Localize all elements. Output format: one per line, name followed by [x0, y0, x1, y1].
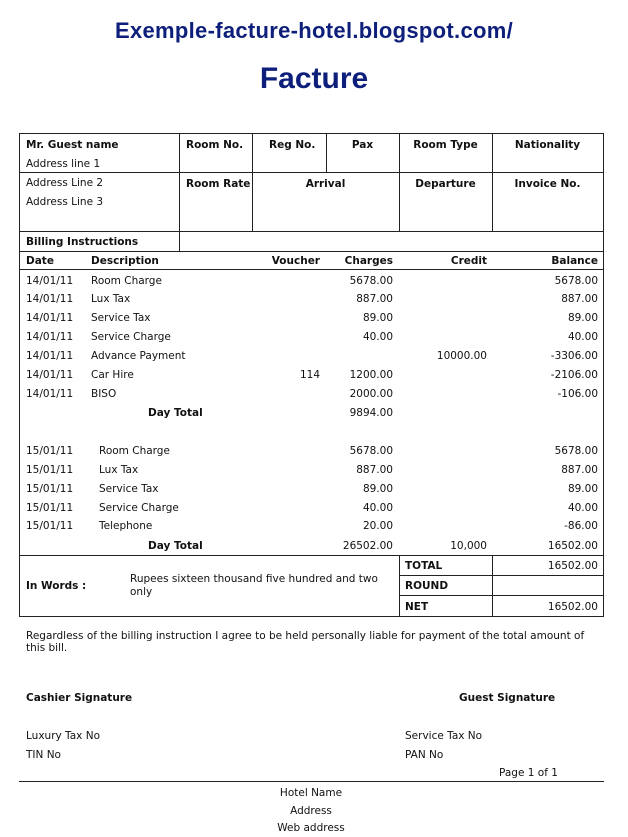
departure-label: Departure	[415, 178, 476, 190]
hotel-name: Hotel Name	[279, 787, 343, 799]
row-balance: 5678.00	[554, 445, 598, 457]
col-credit: Credit	[450, 255, 487, 267]
tin-no: TIN No	[26, 749, 61, 761]
room-rate-label: Room Rate	[186, 178, 251, 190]
row-balance: -3306.00	[550, 350, 598, 362]
row-charges: 89.00	[362, 483, 393, 495]
row-description: Room Charge	[91, 275, 162, 287]
nationality-label: Nationality	[514, 139, 581, 151]
row-description: Lux Tax	[91, 293, 131, 305]
guest-name: Mr. Guest name	[26, 139, 119, 151]
billing-instructions-label: Billing Instructions	[26, 236, 139, 248]
row-description: Telephone	[99, 520, 153, 532]
web-address: Web address	[277, 822, 345, 834]
row-date: 14/01/11	[26, 388, 74, 400]
row-description: Service Charge	[91, 331, 171, 343]
row-date: 14/01/11	[26, 369, 74, 381]
col-balance: Balance	[551, 255, 598, 267]
row-balance: 887.00	[561, 464, 598, 476]
row-charges: 887.00	[356, 293, 393, 305]
row-balance: -86.00	[564, 520, 598, 532]
day2-total-charges: 26502.00	[342, 540, 393, 552]
row-charges: 1200.00	[349, 369, 393, 381]
row-balance: 40.00	[567, 331, 598, 343]
footer-divider	[19, 781, 604, 782]
row-description: Service Tax	[91, 312, 151, 324]
day1-total-label: Day Total	[148, 407, 203, 419]
service-tax-no: Service Tax No	[405, 730, 483, 742]
row-balance: 89.00	[567, 312, 598, 324]
round-label: ROUND	[405, 580, 449, 592]
day2-total-balance: 16502.00	[547, 540, 598, 552]
row-credit: 10000.00	[436, 350, 487, 362]
row-date: 14/01/11	[26, 293, 74, 305]
row-description: Car Hire	[91, 369, 134, 381]
row-charges: 20.00	[362, 520, 393, 532]
reg-no-label: Reg No.	[269, 139, 316, 151]
col-description: Description	[91, 255, 159, 267]
day1-total-charges: 9894.00	[349, 407, 393, 419]
col-voucher: Voucher	[271, 255, 320, 267]
row-charges: 89.00	[362, 312, 393, 324]
row-balance: -2106.00	[550, 369, 598, 381]
row-charges: 887.00	[356, 464, 393, 476]
row-charges: 5678.00	[349, 445, 393, 457]
row-date: 15/01/11	[26, 445, 74, 457]
row-balance: 5678.00	[554, 275, 598, 287]
row-charges: 5678.00	[349, 275, 393, 287]
row-balance: -106.00	[557, 388, 598, 400]
hotel-address: Address	[290, 805, 332, 817]
row-date: 14/01/11	[26, 350, 74, 362]
arrival-label: Arrival	[305, 178, 346, 190]
row-description: Service Charge	[99, 502, 179, 514]
row-balance: 89.00	[567, 483, 598, 495]
guest-signature: Guest Signature	[459, 692, 556, 704]
invoice-no-label: Invoice No.	[514, 178, 581, 190]
row-description: Lux Tax	[99, 464, 139, 476]
row-date: 15/01/11	[26, 520, 74, 532]
luxury-tax-no: Luxury Tax No	[26, 730, 100, 742]
row-balance: 40.00	[567, 502, 598, 514]
day2-total-label: Day Total	[148, 540, 203, 552]
row-date: 14/01/11	[26, 312, 74, 324]
net-value: 16502.00	[547, 601, 598, 613]
pan-no: PAN No	[405, 749, 444, 761]
row-charges: 40.00	[362, 331, 393, 343]
page-title: Facture	[259, 62, 369, 95]
row-charges: 40.00	[362, 502, 393, 514]
day2-total-credit: 10,000	[450, 540, 487, 552]
address-line-2: Address Line 2	[26, 177, 104, 189]
col-charges: Charges	[344, 255, 393, 267]
row-balance: 887.00	[561, 293, 598, 305]
row-date: 14/01/11	[26, 331, 74, 343]
pax-label: Pax	[351, 139, 374, 151]
row-description: Advance Payment	[91, 350, 186, 362]
address-line-1: Address line 1	[26, 158, 101, 170]
row-date: 15/01/11	[26, 464, 74, 476]
cashier-signature: Cashier Signature	[26, 692, 133, 704]
blog-url: Exemple-facture-hotel.blogspot.com/	[115, 18, 513, 43]
in-words-value: Rupees sixteen thousand five hundred and two only	[130, 573, 378, 598]
row-date: 14/01/11	[26, 275, 74, 287]
row-description: Room Charge	[99, 445, 170, 457]
net-label: NET	[405, 601, 429, 613]
liability-statement: Regardless of the billing instruction I agree to be held personally liable for payment of the total amount of this bill.	[26, 630, 585, 654]
row-date: 15/01/11	[26, 483, 74, 495]
row-description: BISO	[91, 388, 117, 400]
row-description: Service Tax	[99, 483, 159, 495]
room-type-label: Room Type	[413, 139, 478, 151]
total-value: 16502.00	[547, 560, 598, 572]
in-words-label: In Words :	[26, 580, 87, 592]
col-date: Date	[26, 255, 54, 267]
row-voucher: 114	[299, 369, 320, 381]
page-number: Page 1 of 1	[499, 767, 558, 779]
total-label: TOTAL	[405, 560, 443, 572]
row-date: 15/01/11	[26, 502, 74, 514]
row-charges: 2000.00	[349, 388, 393, 400]
room-no-label: Room No.	[186, 139, 244, 151]
address-line-3: Address Line 3	[26, 196, 104, 208]
